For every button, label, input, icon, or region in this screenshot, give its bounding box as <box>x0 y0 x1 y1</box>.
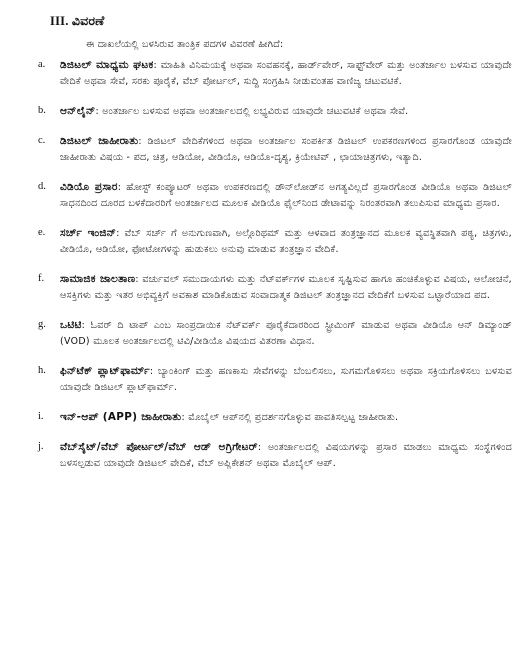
definition-letter: j. <box>38 441 44 452</box>
definition-body <box>60 409 512 426</box>
definition-body <box>60 133 512 166</box>
definition-letter: e. <box>38 227 46 238</box>
definition-body <box>60 271 512 304</box>
definition-term: ಡಿಜಿಟಲ್ ಜಾಹೀರಾತು <box>60 135 139 147</box>
definition-j <box>38 439 512 472</box>
definition-c <box>38 133 512 166</box>
definition-body <box>60 225 512 258</box>
definition-letter: a. <box>38 59 46 70</box>
definition-letter: b. <box>38 105 46 116</box>
definition-term: ವಿಡಿಯೊ ಪ್ರಸಾರ <box>60 181 118 193</box>
definition-b <box>38 103 512 120</box>
definition-letter: d. <box>38 181 46 192</box>
definition-body <box>60 57 512 90</box>
definition-term: ಸಾಮಾಜಿಕ ಜಾಲತಾಣ <box>60 273 136 285</box>
section-heading: III. ವಿವರಣೆ <box>50 14 105 28</box>
definition-e <box>38 225 512 258</box>
definition-text: : ಮೊಬೈಲ್ ಆಪ್‌ನಲ್ಲಿ ಪ್ರದರ್ಶನಗೊಳ್ಳುವ ಪಾವತಿಸಲ್ಪಟ್ಟ ಜಾಹೀರಾತು. <box>181 412 399 423</box>
definition-text: : ವರ್ಚುವಲ್ ಸಮುದಾಯಗಳು ಮತ್ತು ನೆಟ್‌ವರ್ಕ್‌ಗಳ ಮೂಲಕ ಸೃಷ್ಟಿಸುವ ಹಾಗೂ ಹಂಚಿಕೊಳ್ಳುವ ವಿಷಯ, ಆಲೋಚನೆ, ಆಸಕ್ತಿಗಳು ಮತ್ತು ಇತರ ಅಭಿವ್ಯಕ್ತಿಗೆ ಅವಕಾಶ ಮಾಡಿಕೊಡುವ ಸಂವಾದಾತ್ಮಕ ಡಿಜಿಟಲ್ ತಂತ್ರಜ್ಞಾನದ ವೇದಿಕೆಗೆ ಬಳಸುವ ಒಟ್ಟಾರೆಯಾದ ಪದ. <box>60 274 513 301</box>
definition-text: : ವೆಬ್ ಸರ್ಚ್ ಗೆ ಅನುಗುಣವಾಗಿ, ಅಲ್ಗೊರಿಥಮ್ ಮತ್ತು ಆಳವಾದ ತಂತ್ರಜ್ಞಾನದ ಮೂಲಕ ವ್ಯವಸ್ಥಿತವಾಗಿ ಪಠ್ಯ, ಚಿತ್ರಗಳು, ವೀಡಿಯೊ, ಆಡಿಯೋ, ಫೋಟೋಗಳನ್ನು ಹುಡುಕಲು ಅನುವು ಮಾಡುವ ತಂತ್ರಜ್ಞಾನ ವೇದಿಕೆ. <box>60 228 512 255</box>
definition-a <box>38 57 512 90</box>
definition-text: : ಓವರ್ ದಿ ಟಾಪ್ ಎಂಬ ಸಾಂಪ್ರದಾಯಿಕ ನೆಟ್‌ವರ್ಕ್ ಪೂರೈಕೆದಾರರಿಂದ ಸ್ಟ್ರೀಮಿಂಗ್ ಮಾಡುವ ಅಥವಾ ವೀಡಿಯೊ ಆನ್ ಡಿಮ್ಯಾಂಡ್ (VOD) ಮೂಲಕ ಅಂತರ್ಜಾಲದಲ್ಲಿ ಟಿವಿ/ವೀಡಿಯೊ ವಿಷಯದ ವಿತರಣಾ ವಿಧಾನ. <box>60 320 512 347</box>
definition-letter: f. <box>38 273 45 284</box>
definition-f <box>38 271 512 304</box>
definition-term: ಇನ್-ಆಪ್ (APP) ಜಾಹೀರಾತು <box>60 411 182 423</box>
definition-letter: i. <box>38 411 44 422</box>
definition-body <box>60 179 512 212</box>
definition-body <box>60 317 512 350</box>
definition-text: : ಹೋಸ್ಟ್ ಕಂಪ್ಯೂಟರ್ ಅಥವಾ ಉಪಕರಣದಲ್ಲಿ ಡೌನ್‌ಲೋಡ್‌ನ ಅಗತ್ಯವಿಲ್ಲದೆ ಪ್ರಸಾರಗೊಂಡ ವೀಡಿಯೊ ಅಥವಾ ಡಿಜಿಟಲ್ ಸಾಧನದಿಂದ ದೂರದ ಬಳಕೆದಾರರಿಗೆ ಅಂತರ್ಜಾಲದ ಮೂಲಕ ವೀಡಿಯೊ ಫೈಲ್‌ನಿಂದ ಡೇಟಾವನ್ನು ನಿರಂತರವಾಗಿ ತಲುಪಿಸುವ ಮಾಧ್ಯಮ ಪ್ರಸಾರ. <box>60 182 512 209</box>
definition-body <box>60 363 512 396</box>
definition-g <box>38 317 512 350</box>
definition-term: ಸರ್ಚ್ ಇಂಜಿನ್ <box>60 227 117 239</box>
definition-letter: h. <box>38 365 46 376</box>
definition-text: : ಮಾಹಿತಿ ವಿನಿಮಯಕ್ಕೆ ಅಥವಾ ಸಂವಹನಕ್ಕೆ, ಹಾರ್ಡ್‌ವೇರ್, ಸಾಫ್ಟ್‌ವೇರ್ ಮತ್ತು ಅಂತರ್ಜಾಲ ಬಳಸುವ ಯಾವುದೇ ವೇದಿಕೆ ಅಥವಾ ಸೇವೆ, ಸರಕು ಪೂರೈಕೆ, ವೆಬ್ ಪೋರ್ಟಲ್, ಸುದ್ದಿ ಸಂಗ್ರಹಿಸಿ ನೀಡುವಂತಹ ವಾಣಿಜ್ಯ ಚಟುವಟಿಕೆ. <box>60 60 512 87</box>
definition-term: ಆನ್‌ಲೈನ್ <box>60 105 96 117</box>
definition-term: ಡಿಜಿಟಲ್ ಮಾಧ್ಯಮ ಘಟಕ <box>60 59 154 71</box>
definition-d <box>38 179 512 212</box>
definition-term: ಒಟಿಟಿ <box>60 319 82 331</box>
definition-letter: c. <box>38 135 46 146</box>
definition-text: : ಅಂತರ್ಜಾಲದಲ್ಲಿ ವಿಷಯಗಳನ್ನು ಪ್ರಸಾರ ಮಾಡಲು ಮಾಧ್ಯಮ ಸಂಸ್ಥೆಗಳಿಂದ ಬಳಸಲ್ಪಡುವ ಯಾವುದೇ ಡಿಜಿಟಲ್ ವೇದಿಕೆ, ವೆಬ್ ಅಪ್ಲಿಕೇಶನ್ ಅಥವಾ ಮೊಬೈಲ್ ಆಪ್. <box>60 442 512 469</box>
intro-text: ಈ ದಾಖಲೆಯಲ್ಲಿ ಬಳಸಿರುವ ತಾಂತ್ರಿಕ ಪದಗಳ ವಿವರಣೆ ಹೀಗಿದೆ: <box>86 39 284 50</box>
definition-i <box>38 409 512 426</box>
definition-h <box>38 363 512 396</box>
definition-text: : ಡಿಜಿಟಲ್ ವೇದಿಕೆಗಳಿಂದ ಅಥವಾ ಅಂತರ್ಜಾಲ ಸಂಪರ್ಕಿತ ಡಿಜಿಟಲ್ ಉಪಕರಣಗಳಿಂದ ಪ್ರಸಾರಗೊಂಡ ಯಾವುದೇ ಜಾಹೀರಾತು ವಿಷಯ - ಪದ, ಚಿತ್ರ, ಆಡಿಯೋ, ವೀಡಿಯೊ, ಆಡಿಯೊ-ದೃಶ್ಯ, ಕ್ರಿಯೇಟಿವ್ , ಛಾಯಾಚಿತ್ರಗಳು, ಇತ್ಯಾದಿ. <box>60 136 512 163</box>
definition-text: : ಬ್ಯಾಂಕಿಂಗ್ ಮತ್ತು ಹಣಕಾಸು ಸೇವೆಗಳನ್ನು ಬೆಂಬಲಿಸಲು, ಸುಗಮಗೊಳಿಸಲು ಅಥವಾ ಸಕ್ರಿಯಗೊಳಿಸಲು ಬಳಸುವ ಯಾವುದೇ ಡಿಜಿಟಲ್ ಪ್ಲಾಟ್‌ಫಾರ್ಮ್. <box>60 366 513 393</box>
definition-body <box>60 439 512 472</box>
definition-text: : ಅಂತರ್ಜಾಲ ಬಳಸುವ ಅಥವಾ ಅಂತರ್ಜಾಲದಲ್ಲಿ ಲಭ್ಯವಿರುವ ಯಾವುದೇ ಚಟುವಟಿಕೆ ಅಥವಾ ಸೇವೆ. <box>95 106 409 117</box>
definition-term: ವೆಬ್‌ಸೈಟ್/ವೆಬ್ ಪೋರ್ಟಲ್/ವೆಬ್ ಆಡ್ ಅಗ್ರಿಗೇಟರ್ <box>60 441 258 453</box>
definition-letter: g. <box>38 319 46 330</box>
definition-term: ಫಿನ್‌ಟೆಕ್ ಪ್ಲಾಟ್‌ಫಾರ್ಮ್ <box>60 365 150 377</box>
definition-body <box>60 103 512 120</box>
